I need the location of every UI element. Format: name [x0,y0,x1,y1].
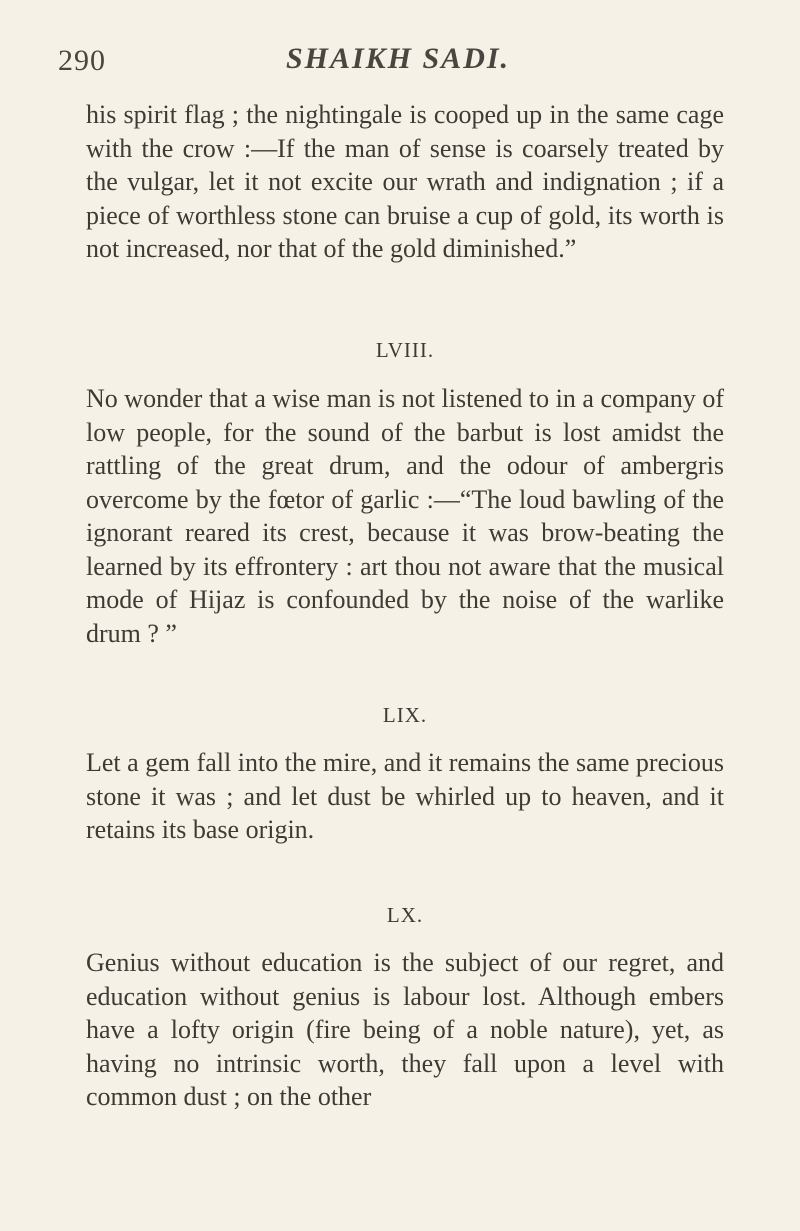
page-number: 290 [58,44,106,77]
paragraph-text: his spirit flag ; the nightingale is cooped up in the same cage with the crow :—If the man of sense is coarsely treated by the vulgar, let it not excite our wrath and indignation ; if a piece of worthless stone can bruise a cup of gold, its worth is not increased, nor that of the gold diminished.” [86,100,724,263]
section-heading-lix: LIX. [382,703,428,727]
paragraph-lix [86,746,724,847]
paragraph-lviii [86,382,724,650]
section-heading-lviii: LVIII. [375,338,435,362]
paragraph-lx [86,946,724,1114]
paragraph-text: Let a gem fall into the mire, and it remains the same precious stone it was ; and let dust be whirled up to heaven, and it retains its base origin. [86,748,724,844]
section-heading-lx: LX. [386,903,424,927]
paragraph-text: Genius without education is the subject of our regret, and education without genius is labour lost. Although embers have a lofty origin (fire being of a noble nature), yet, as having no intrinsic worth, they fall upon a level with common dust ; on the other [86,948,724,1111]
paragraph-continuation [86,98,724,266]
running-title: SHAIKH SADI. [285,42,511,75]
running-head [58,40,738,90]
paragraph-text: No wonder that a wise man is not listened to in a company of low people, for the sound of the barbut is lost amidst the rattling of the great drum, and the odour of ambergris overcome by the fœtor of garlic :—“The loud bawling of the ignorant reared its crest, because it was brow-beating the learned by its effrontery : art thou not aware that the musical mode of Hijaz is confounded by the noise of the warlike drum ? ” [86,384,724,648]
